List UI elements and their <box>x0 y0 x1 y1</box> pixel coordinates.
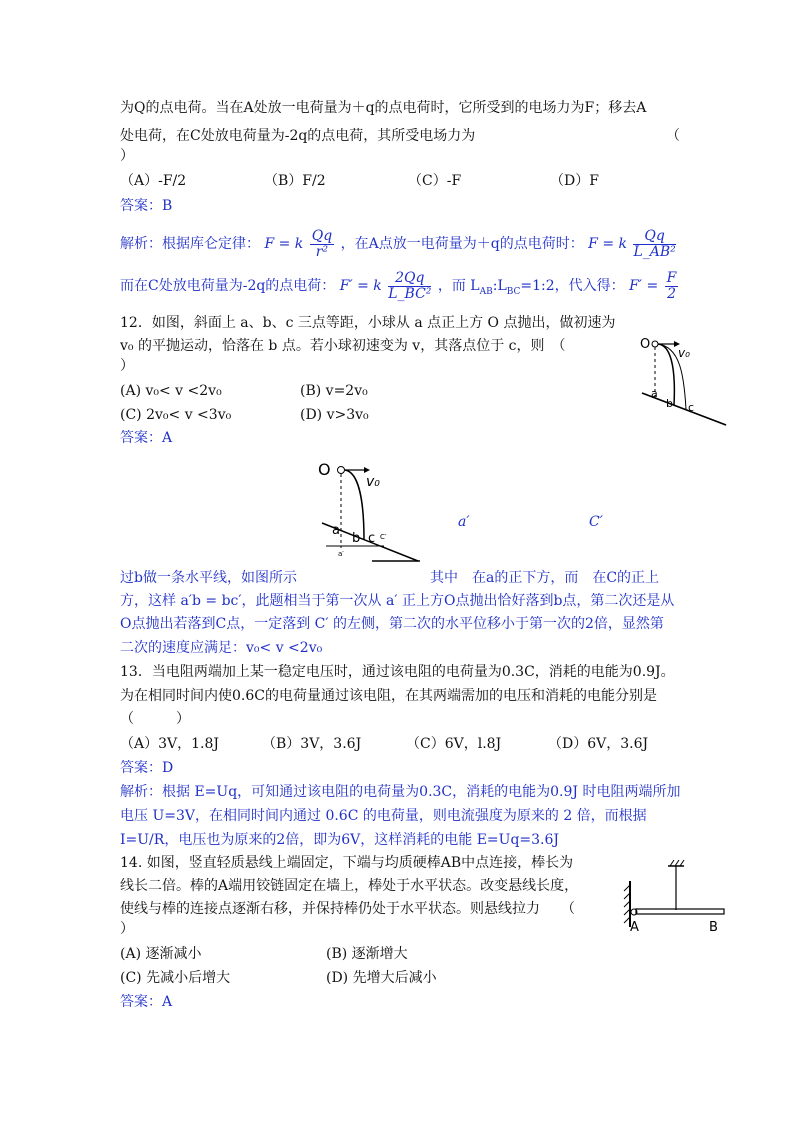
q12-explanation-line3: O点抛出若落到C点，一定落到 C′ 的左侧，第二次的水平位移小于第一次的2倍，显然第 <box>120 616 664 632</box>
q14-option-a: (A) 逐渐减小 <box>120 946 202 962</box>
q11-expl1-mid: ，在A点放一电荷量为＋q的点电荷时： <box>340 236 584 252</box>
q11-paren-close: ） <box>120 148 134 164</box>
fig12b-label-b: b <box>352 531 361 546</box>
q11-option-b: （B）F/2 <box>264 173 326 189</box>
q11-paren-open: （ <box>666 128 680 144</box>
formula-result-lhs: F′ = <box>629 278 659 294</box>
q12-option-b: (B) v=2v₀ <box>300 383 368 399</box>
q12-line3: ） <box>120 358 134 374</box>
fig12-label-c: c <box>688 401 695 414</box>
q11-expl2-mid: ，而 L <box>437 278 480 294</box>
q11-option-c: （C）-F <box>408 173 462 189</box>
q12-figure-explanation <box>312 458 428 568</box>
q13-explanation-line2: 电压 U=3V，在相同时间内通过 0.6C 的电荷量，则电流强度为原来的 2 倍，而根据 <box>120 808 647 824</box>
q11-expl2-ratio: =1:2，代入得： <box>520 278 625 294</box>
formula-force-c <box>339 269 438 302</box>
formula-force-c-den: L_BC² <box>388 285 432 302</box>
formula-coulomb-lhs: F = k <box>264 236 304 252</box>
q13-answer: 答案：D <box>120 760 174 776</box>
q13-option-c: （C）6V，l.8J <box>406 736 502 752</box>
q11-explanation-line2 <box>120 266 680 306</box>
formula-coulomb-den: r² <box>315 243 329 260</box>
q12-line2: v₀ 的平抛运动，恰落在 b 点。若小球初速变为 v，其落点位于 c，则 （ <box>120 338 566 354</box>
fig12-label-o: O <box>640 337 651 352</box>
q12-explanation-line2: 方，这样 a′b = bc′，此题相当于第一次从 a′ 正上方O点抛出恰好落到b点，第二次还是从 <box>120 593 675 609</box>
formula-result-num: F <box>666 269 677 286</box>
fig12b-label-v0: v₀ <box>366 474 380 490</box>
fig12b-label-o: O <box>318 460 331 479</box>
q12-symbol-c-prime: C′ <box>589 514 603 530</box>
formula-result <box>629 269 680 302</box>
q13-option-b: （B）3V，3.6J <box>262 736 362 752</box>
formula-force-c-lhs: F′ = k <box>339 278 382 294</box>
q14-answer: 答案：A <box>120 994 173 1010</box>
q11-line2: 处电荷，在C处放电荷量为-2q的点电荷，其所受电场力为 <box>120 128 476 144</box>
fig12b-label-ap: a′ <box>338 550 344 558</box>
q11-answer: 答案：B <box>120 198 173 214</box>
formula-coulomb <box>264 227 340 260</box>
q11-option-d: （D）F <box>550 173 599 189</box>
q12-explanation-line4: 二次的速度应满足：v₀< v <2v₀ <box>120 640 323 656</box>
q14-figure-rod <box>612 855 742 935</box>
q11-option-a: （A）-F/2 <box>120 173 187 189</box>
fig12b-label-cp: C′ <box>380 533 387 541</box>
fig12b-label-a: a <box>332 523 340 538</box>
formula-coulomb-num: Qq <box>311 227 333 244</box>
q13-option-a: （A）3V，1.8J <box>120 736 220 752</box>
q12-line1: 12．如图，斜面上 a、b、c 三点等距，小球从 a 点正上方 O 点抛出，做初速为 <box>120 315 616 331</box>
q12-explanation-line1b: 其中 在a的正下方，而 在C的正上 <box>430 570 660 586</box>
q11-explanation-line1 <box>120 224 678 264</box>
q13-option-d: （D）6V，3.6J <box>548 736 649 752</box>
q14-option-c: (C) 先减小后增大 <box>120 970 231 986</box>
q14-line4: ） <box>120 921 134 937</box>
q12-figure-slope <box>640 335 730 430</box>
q12-option-c: (C) 2v₀< v <3v₀ <box>120 407 232 423</box>
q12-option-a: (A) v₀< v <2v₀ <box>120 383 222 399</box>
formula-force-a-num: Qq <box>633 229 675 245</box>
q12-option-d: (D) v>3v₀ <box>300 407 369 423</box>
formula-force-a-den: L_AB² <box>633 243 676 260</box>
q12-explanation-line1: 过b做一条水平线，如图所示 <box>120 570 297 586</box>
q14-line1: 14. 如图，竖直轻质悬线上端固定，下端与均质硬棒AB中点连接，棒长为 <box>120 855 574 871</box>
fig12b-label-c: c <box>368 531 376 546</box>
fig14-label-a: A <box>630 920 639 935</box>
formula-force-a-lhs: F = k <box>588 236 627 252</box>
ratio-sub-bc: BC <box>506 286 521 297</box>
q14-option-d: (D) 先增大后减小 <box>326 970 437 986</box>
q14-line3: 使线与棒的连接点逐渐右移，并保持棒仍处于水平状态。则悬线拉力 （ <box>120 901 575 917</box>
q13-line3: （ ） <box>120 711 190 727</box>
ratio-l: :L <box>492 278 507 294</box>
formula-result-den: 2 <box>667 285 676 302</box>
formula-force-c-num: 2Qq <box>388 271 431 287</box>
q14-option-b: (B) 逐渐增大 <box>326 946 408 962</box>
q14-line2: 线长二倍。棒的A端用铰链固定在墙上，棒处于水平状态。改变悬线长度， <box>120 878 579 894</box>
formula-force-a <box>588 227 678 260</box>
fig12-label-b: b <box>666 397 673 410</box>
q13-explanation-line1: 解析：根据 E=Uq，可知通过该电阻的电荷量为0.3C，消耗的电能为0.9J 时电阻两端所加 <box>120 784 681 800</box>
fig12-label-v0: v₀ <box>678 346 690 360</box>
ratio-sub-ab: AB <box>479 286 493 297</box>
q13-line2: 为在相同时间内使0.6C的电荷量通过该电阻，在其两端需加的电压和消耗的电能分别是 <box>120 688 657 704</box>
q11-expl1-prefix: 解析：根据库仑定律： <box>120 236 260 252</box>
q12-answer: 答案：A <box>120 430 173 446</box>
q13-explanation-line3: I=U/R，电压也为原来的2倍，即为6V，这样消耗的电能 E=Uq=3.6J <box>120 832 560 848</box>
fig12-label-a: a <box>651 387 658 400</box>
q13-line1: 13．当电阻两端加上某一稳定电压时，通过该电阻的电荷量为0.3C，消耗的电能为0.9J。 <box>120 664 675 680</box>
q11-expl2-prefix: 而在C处放电荷量为-2q的点电荷： <box>120 278 336 294</box>
fig14-label-b: B <box>709 920 718 935</box>
q11-line1: 为Q的点电荷。当在A处放一电荷量为＋q的点电荷时，它所受到的电场力为F；移去A <box>120 100 647 116</box>
q12-symbol-a-prime: a′ <box>458 514 470 530</box>
